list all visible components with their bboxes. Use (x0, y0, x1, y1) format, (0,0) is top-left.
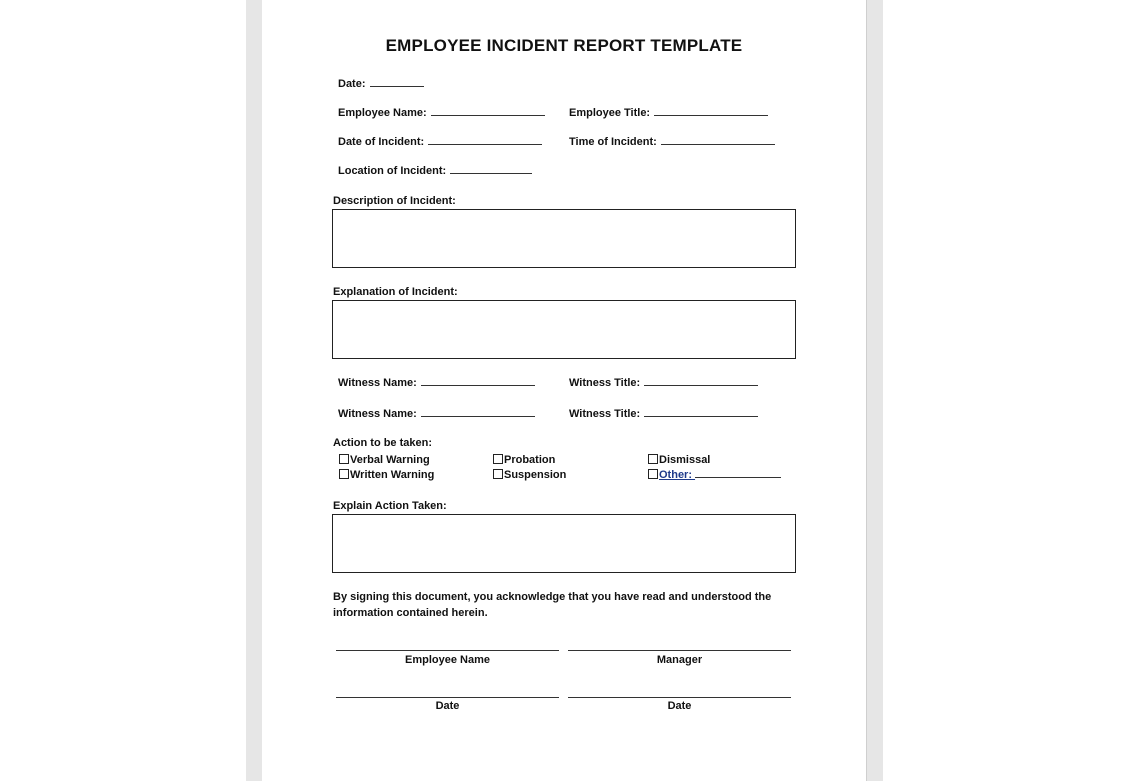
witness-name-label: Witness Name: (338, 408, 417, 420)
document-page (262, 0, 866, 781)
witness-name-blank[interactable] (421, 384, 535, 386)
explanation-heading: Explanation of Incident: (333, 286, 458, 298)
witness-name-label: Witness Name: (338, 377, 417, 389)
employee-title-label: Employee Title: (569, 107, 651, 119)
employee-title-blank[interactable] (654, 114, 768, 116)
witness-name-field[interactable] (338, 408, 535, 420)
suspension-checkbox[interactable] (493, 469, 566, 481)
manager-signature-line[interactable] (568, 650, 791, 651)
written-warning-checkbox[interactable] (339, 469, 434, 481)
date-of-incident-field[interactable] (338, 136, 542, 148)
time-of-incident-label: Time of Incident: (569, 136, 657, 148)
explain-action-box[interactable] (332, 514, 796, 573)
employee-name-label: Employee Name: (338, 107, 427, 119)
witness-title-blank[interactable] (644, 384, 758, 386)
probation-checkbox[interactable] (493, 454, 555, 466)
witness-title-blank[interactable] (644, 415, 758, 417)
employee-date-line[interactable] (336, 697, 559, 698)
checkbox-icon (493, 454, 503, 464)
left-margin-gutter (246, 0, 263, 781)
description-heading: Description of Incident: (333, 195, 456, 207)
date-field[interactable] (338, 78, 424, 90)
employee-signature-line[interactable] (336, 650, 559, 651)
date-blank[interactable] (370, 85, 424, 87)
other-checkbox[interactable] (648, 469, 781, 481)
location-of-incident-blank[interactable] (450, 172, 532, 174)
suspension-label: Suspension (504, 469, 567, 481)
witness-name-field[interactable] (338, 377, 535, 389)
witness-title-label: Witness Title: (569, 377, 641, 389)
checkbox-icon (339, 454, 349, 464)
date-label: Date: (338, 78, 366, 90)
dismissal-checkbox[interactable] (648, 454, 710, 466)
checkbox-icon (339, 469, 349, 479)
time-of-incident-blank[interactable] (661, 143, 775, 145)
description-box[interactable] (332, 209, 796, 268)
checkbox-icon (648, 454, 658, 464)
explanation-box[interactable] (332, 300, 796, 359)
acknowledgement-text: By signing this document, you acknowledge that you have read and understood the information contained herein. (333, 591, 772, 619)
action-heading: Action to be taken: (333, 437, 433, 449)
manager-date-line[interactable] (568, 697, 791, 698)
checkbox-icon (648, 469, 658, 479)
checkbox-icon (493, 469, 503, 479)
employee-title-field[interactable] (569, 107, 768, 119)
employee-name-caption: Employee Name (405, 654, 490, 666)
right-margin-gutter (866, 0, 883, 781)
verbal-warning-label: Verbal Warning (350, 454, 430, 466)
employee-name-field[interactable] (338, 107, 545, 119)
verbal-warning-checkbox[interactable] (339, 454, 430, 466)
manager-caption: Manager (656, 654, 703, 666)
witness-title-field[interactable] (569, 408, 758, 420)
witness-title-field[interactable] (569, 377, 758, 389)
written-warning-label: Written Warning (350, 469, 435, 481)
other-label: Other: (659, 469, 696, 481)
witness-name-blank[interactable] (421, 415, 535, 417)
location-of-incident-field[interactable] (338, 165, 532, 177)
date-of-incident-label: Date of Incident: (338, 136, 425, 148)
manager-date-caption: Date (667, 700, 692, 712)
witness-title-label: Witness Title: (569, 408, 641, 420)
employee-date-caption: Date (435, 700, 460, 712)
employee-name-blank[interactable] (431, 114, 545, 116)
other-blank[interactable] (695, 476, 781, 478)
explain-action-heading: Explain Action Taken: (333, 500, 447, 512)
date-of-incident-blank[interactable] (428, 143, 542, 145)
dismissal-label: Dismissal (659, 454, 711, 466)
probation-label: Probation (504, 454, 556, 466)
location-of-incident-label: Location of Incident: (338, 165, 447, 177)
time-of-incident-field[interactable] (569, 136, 775, 148)
document-title: EMPLOYEE INCIDENT REPORT TEMPLATE (385, 36, 743, 55)
